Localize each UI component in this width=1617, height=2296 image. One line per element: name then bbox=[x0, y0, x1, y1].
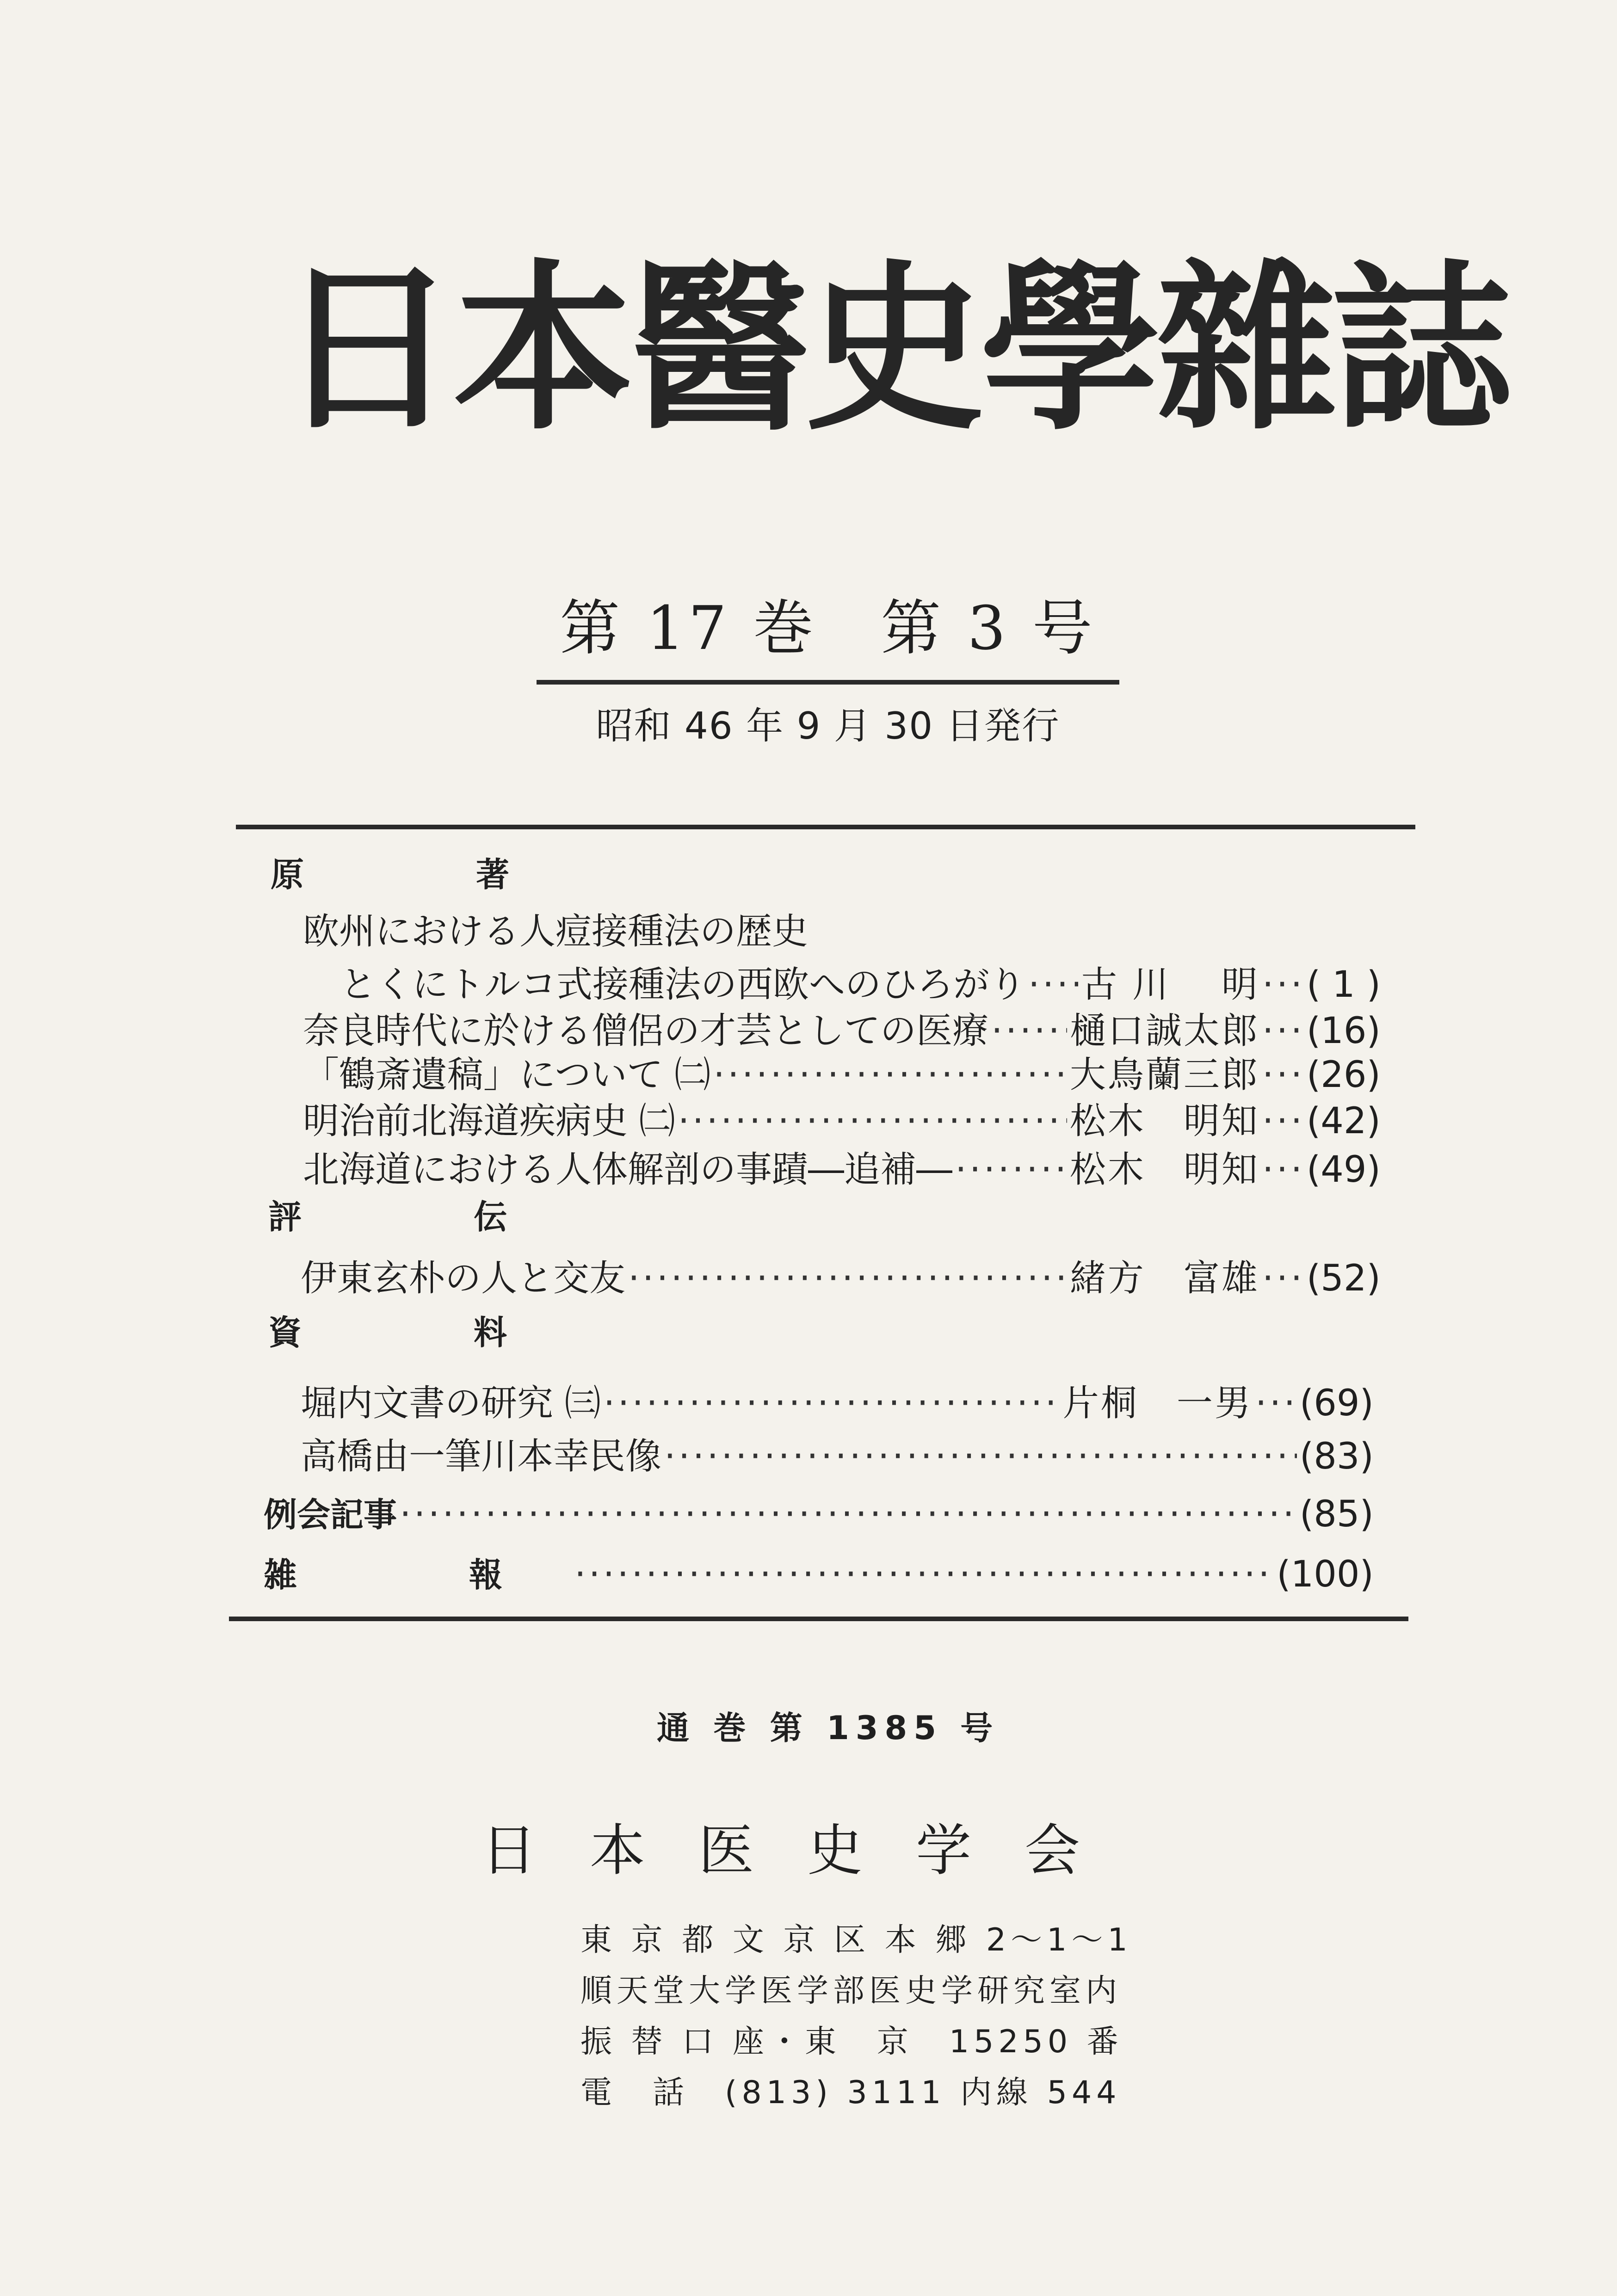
toc-top-rule bbox=[236, 825, 1415, 829]
toc-entry-title: 北海道における人体解剖の事蹟―追補― bbox=[303, 1149, 953, 1191]
leader-dots bbox=[574, 1556, 1274, 1592]
toc-entry-page: (16) bbox=[1306, 1010, 1381, 1052]
toc-entry-page: (42) bbox=[1306, 1100, 1381, 1142]
leader-dots bbox=[1028, 967, 1078, 1003]
toc-entry-title: 高橋由一筆川本幸民像 bbox=[301, 1436, 662, 1477]
section-materials: 資 料 bbox=[268, 1313, 577, 1352]
address-line: 東 京 都 文 京 区 本 郷 2〜1〜1 bbox=[580, 1922, 1132, 1958]
section-original: 原 著 bbox=[271, 855, 579, 894]
address-line: 順天堂大学医学部医史学研究室内 bbox=[580, 1973, 1122, 2009]
toc-entry[interactable] bbox=[301, 1258, 1381, 1299]
toc-entry[interactable] bbox=[340, 964, 1381, 1006]
toc-entry[interactable] bbox=[303, 1054, 1381, 1096]
toc-entry-author: 古 川 明 bbox=[1081, 964, 1259, 1006]
toc-entry-author: 片桐 一男 bbox=[1062, 1383, 1253, 1424]
toc-entry[interactable] bbox=[303, 1149, 1381, 1191]
toc-entry-author: 緒方 富雄 bbox=[1069, 1258, 1259, 1299]
society-name: 日本医史学会 bbox=[481, 1819, 1133, 1883]
leader-dots bbox=[1255, 1385, 1297, 1421]
leader-dots bbox=[955, 1152, 1067, 1188]
toc-entry[interactable] bbox=[301, 1438, 1374, 1475]
volume-issue: 第 17 巻 第 3 号 bbox=[560, 593, 1096, 663]
address-line: 振 替 口 座・東 京 15250 番 bbox=[580, 2024, 1123, 2060]
toc-entry-page: (100) bbox=[1277, 1554, 1374, 1595]
toc-entry-title: 奈良時代に於ける僧侶の才芸としての医療 bbox=[303, 1010, 989, 1052]
section-misc: 雑 報 bbox=[264, 1555, 572, 1594]
toc-entry-page: (49) bbox=[1306, 1149, 1381, 1191]
toc-entry[interactable] bbox=[303, 1100, 1381, 1142]
toc-entry-title: 「鶴斎遺稿」について ㈡ bbox=[303, 1054, 711, 1096]
toc-entry-page: (52) bbox=[1306, 1258, 1381, 1299]
leader-dots bbox=[604, 1385, 1060, 1421]
volume-underline bbox=[537, 680, 1119, 685]
toc-entry-page: (83) bbox=[1299, 1436, 1374, 1477]
toc-entry-page: (85) bbox=[1299, 1494, 1374, 1535]
toc-entry-title: とくにトルコ式接種法の西欧へのひろがり bbox=[340, 964, 1026, 1006]
toc-entry-page: (69) bbox=[1299, 1383, 1374, 1424]
toc-entry-page: (26) bbox=[1306, 1054, 1381, 1096]
toc-entry[interactable] bbox=[303, 1010, 1381, 1052]
address-line: 電 話 (813) 3111 内線 544 bbox=[580, 2074, 1121, 2111]
toc-entry[interactable] bbox=[264, 1554, 1374, 1595]
toc-entry-author: 松木 明知 bbox=[1069, 1100, 1259, 1142]
journal-title: 日本醫史學雜誌 bbox=[278, 244, 1508, 454]
leader-dots bbox=[991, 1013, 1067, 1049]
toc-entry-title: 明治前北海道疾病史 ㈡ bbox=[303, 1100, 675, 1142]
serial-number: 通 巻 第 1385 号 bbox=[657, 1709, 1000, 1747]
toc-entry-author: 大鳥蘭三郎 bbox=[1069, 1054, 1259, 1096]
leader-dots bbox=[400, 1496, 1297, 1532]
toc-entry-page: ( 1 ) bbox=[1306, 964, 1381, 1006]
leader-dots bbox=[664, 1438, 1297, 1475]
publication-date: 昭和 46 年 9 月 30 日発行 bbox=[596, 704, 1060, 747]
toc-entry-author: 松木 明知 bbox=[1069, 1149, 1259, 1191]
toc-entry-title: 堀内文書の研究 ㈢ bbox=[301, 1383, 601, 1424]
section-biography: 評 伝 bbox=[268, 1197, 577, 1236]
toc-entry-author: 樋口誠太郎 bbox=[1069, 1010, 1259, 1052]
leader-dots bbox=[1262, 1057, 1304, 1093]
toc-entry[interactable] bbox=[264, 1494, 1374, 1535]
leader-dots bbox=[1262, 1152, 1304, 1188]
toc-entry-title: 伊東玄朴の人と交友 bbox=[301, 1258, 626, 1299]
leader-dots bbox=[1262, 1103, 1304, 1139]
toc-entry[interactable] bbox=[301, 1383, 1374, 1424]
section-meeting: 例会記事 bbox=[264, 1495, 397, 1534]
toc-entry-title: 欧州における人痘接種法の歴史 bbox=[303, 911, 808, 952]
leader-dots bbox=[678, 1103, 1067, 1139]
leader-dots bbox=[1262, 1260, 1304, 1296]
leader-dots bbox=[713, 1057, 1067, 1093]
toc-bottom-rule bbox=[229, 1617, 1408, 1621]
leader-dots bbox=[1262, 1013, 1304, 1049]
leader-dots bbox=[628, 1260, 1067, 1296]
leader-dots bbox=[1262, 967, 1304, 1003]
